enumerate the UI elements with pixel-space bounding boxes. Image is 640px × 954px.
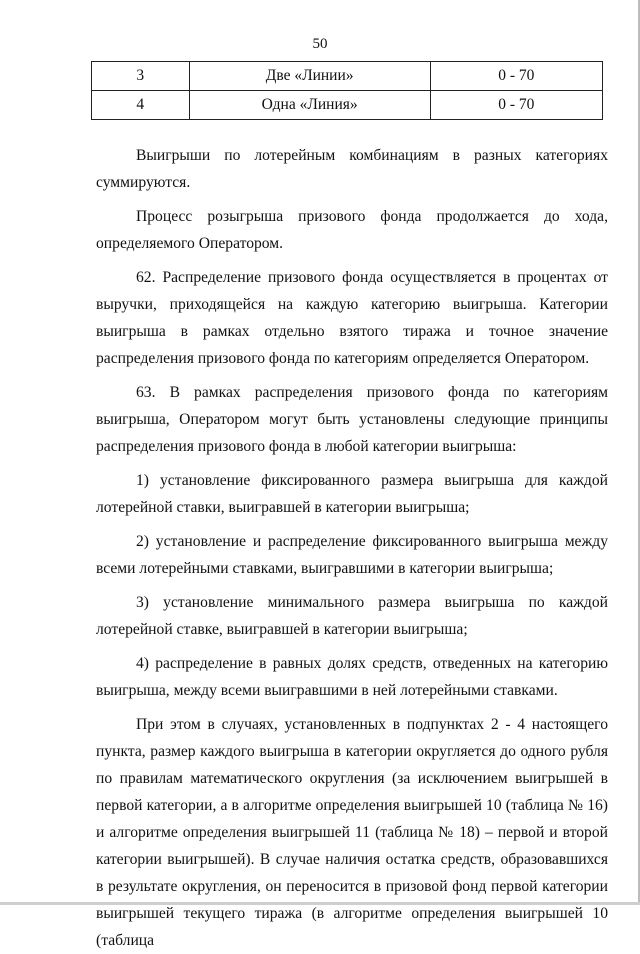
percent-range-cell: 0 - 70: [430, 62, 602, 91]
percent-range-cell: 0 - 70: [430, 91, 602, 120]
category-number-cell: 4: [92, 91, 190, 120]
paragraph-clause-63: 63. В рамках распределения призового фонда по категориям выигрыша, Оператором могут быть установлены следующие принципы распределения призового фонда в любой категории выигрыша:: [96, 384, 608, 455]
list-item-2: 2) установление и распределение фиксированного выигрыша между всеми лотерейными ставками, выигравшими в категории выигрыша;: [96, 533, 608, 577]
paragraph-draw-process: Процесс розыгрыша призового фонда продолжается до хода, определяемого Оператором.: [96, 208, 608, 252]
category-name-cell: Две «Линии»: [189, 62, 430, 91]
document-body: [96, 142, 608, 954]
list-item-1: 1) установление фиксированного размера выигрыша для каждой лотерейной ставки, выигравшей в категории выигрыша;: [96, 472, 608, 516]
list-item-3: 3) установление минимального размера выигрыша по каждой лотерейной ставке, выигравшей в категории выигрыша;: [96, 594, 608, 638]
list-item-4: 4) распределение в равных долях средств, отведенных на категорию выигрыша, между всеми выигравшими в ней лотерейными ставками.: [96, 655, 608, 699]
paragraph-clause-62: 62. Распределение призового фонда осуществляется в процентах от выручки, приходящейся на каждую категорию выигрыша. Категории выигрыша в рамках отдельно взятого тиража и точное значение распределения призового фонда по категориям определяется Оператором.: [96, 269, 608, 367]
category-number-cell: 3: [92, 62, 190, 91]
category-name-cell: Одна «Линия»: [189, 91, 430, 120]
paragraph-rounding-rules: При этом в случаях, установленных в подпунктах 2 - 4 настоящего пункта, размер каждого выигрыша в категории округляется до одного рубля по правилам математического округления (за исключением выигрышей в первой категории, а в алгоритме определения выигрышей 10 (таблица № 16) и алгоритме определения выигрышей 11 (таблица № 18) – первой и второй категории выигрышей). В случае наличия остатка средств, образовавшихся в результате округления, он переносится в призовой фонд первой категории выигрышей текущего тиража (в алгоритме определения выигрышей 10 (таблица: [96, 716, 608, 949]
paragraph-winnings-summed: Выигрыши по лотерейным комбинациям в разных категориях суммируются.: [96, 147, 608, 191]
table-row: [92, 91, 603, 120]
page-number: 50: [312, 36, 328, 52]
prize-distribution-table: [91, 61, 603, 120]
table-row: [92, 62, 603, 91]
